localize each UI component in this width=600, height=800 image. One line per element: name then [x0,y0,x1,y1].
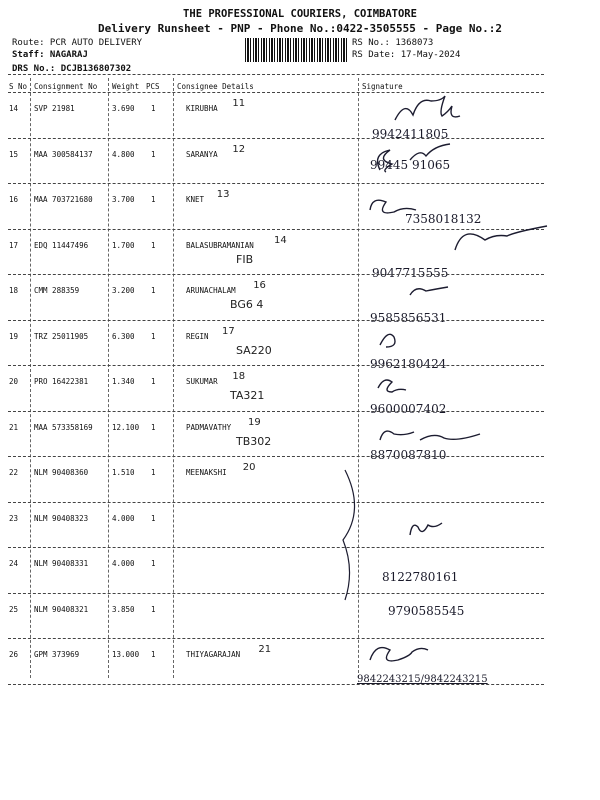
col-weight: Weight [112,82,140,91]
row-consignment-no: EDQ 11447496 [34,240,89,250]
row-signature-phone: 9585856531 [370,311,447,325]
row-handwritten-number: 18 [232,371,246,382]
row-weight: 6.300 [112,331,135,341]
row-sno: 25 [9,604,19,614]
row-handwritten-number: 14 [274,234,287,246]
row-signature-phone: 7358018132 [405,212,482,226]
row-consignment-no: NLM 90408323 [34,513,89,523]
row-handwritten-code: BG6 4 [230,298,264,311]
row-pcs: 1 [151,149,156,159]
row-signature-phone: 99445 91065 [370,158,451,172]
row-signature-phone: 9600007402 [370,402,447,416]
col-consignee: Consignee Details [177,82,254,91]
row-handwritten-number: 16 [253,280,266,291]
row-sno: 21 [9,422,19,432]
row-consignment-no: PRO 16422381 [34,377,89,386]
row-sno: 14 [9,104,19,113]
row-consignee: REGIN [186,331,209,341]
row-weight: 1.700 [112,240,135,250]
drs-number: DRS No.: DCJB136807302 [12,64,132,74]
row-signature-phone: 9047715555 [372,266,449,280]
rs-date: RS Date: 17-May-2024 [352,50,461,60]
row-sno: 16 [9,195,19,204]
row-sno: 19 [9,331,19,341]
row-handwritten-code: SA220 [236,343,272,357]
row-handwritten-number: 11 [232,98,246,109]
row-signature-phone: 9842243215/9842243215 [357,674,488,685]
row-handwritten-number: 13 [216,189,230,200]
row-consignment-no: TRZ 25011905 [34,331,89,341]
row-handwritten-code: TA321 [230,389,265,402]
row-weight: 4.000 [112,559,135,568]
row-consignment-no: NLM 90408360 [34,468,89,477]
row-pcs: 1 [151,331,156,341]
row-consignee: ARUNACHALAM [186,286,236,295]
row-consignment-no: GPM 373969 [34,650,80,659]
row-consignee: KNET [186,195,205,204]
row-consignee: PADMAVATHY [186,422,232,432]
row-consignee: MEENAKSHI [186,468,227,477]
row-signature-phone: 9942411805 [372,127,449,141]
row-sno: 18 [9,286,19,295]
row-signature-phone: 9962180424 [370,357,447,371]
row-weight: 3.850 [112,604,135,614]
row-weight: 12.100 [112,422,140,432]
row-pcs: 1 [151,650,156,659]
row-consignee: SARANYA [186,149,218,159]
row-handwritten-number: 20 [242,462,256,473]
row-weight: 13.000 [112,650,140,659]
row-pcs: 1 [151,240,156,250]
row-signature-phone: 9790585545 [388,604,465,618]
row-weight: 4.800 [112,149,135,159]
row-pcs: 1 [151,377,156,386]
col-sno: S No [9,82,28,91]
rs-number: RS No.: 1368073 [352,38,434,48]
row-consignee: SUKUMAR [186,377,218,386]
row-sno: 23 [9,513,19,523]
row-consignee: KIRUBHA [186,104,218,113]
row-weight: 3.200 [112,286,135,295]
row-sno: 22 [9,468,19,477]
row-consignee: THIYAGARAJAN [186,650,241,659]
col-pcs: PCS [146,82,160,91]
row-sno: 17 [9,240,19,250]
staff: Staff: NAGARAJ [12,50,88,60]
row-sno: 20 [9,377,19,386]
row-pcs: 1 [151,422,156,432]
row-consignment-no: NLM 90408321 [34,604,89,614]
row-consignee: BALASUBRAMANIAN [186,240,254,250]
row-pcs: 1 [151,604,156,614]
row-weight: 3.700 [112,195,135,204]
row-handwritten-code: FIB [236,252,254,266]
row-sno: 26 [9,650,19,659]
row-pcs: 1 [151,513,156,523]
row-consignment-no: MAA 573358169 [34,422,93,432]
row-handwritten-number: 17 [222,325,235,337]
row-weight: 3.690 [112,104,135,113]
row-weight: 4.000 [112,513,135,523]
row-handwritten-code: TB302 [236,434,272,448]
col-signature: Signature [362,82,403,91]
row-consignment-no: SVP 21981 [34,104,75,113]
row-pcs: 1 [151,559,156,568]
row-signature-phone: 8122780161 [382,570,459,584]
row-consignment-no: NLM 90408331 [34,559,89,568]
row-pcs: 1 [151,104,156,113]
row-pcs: 1 [151,195,156,204]
runsheet-subtitle: Delivery Runsheet - PNP - Phone No.:0422-3505555 - Page No.:2 [98,22,502,35]
route: Route: PCR AUTO DELIVERY [12,38,143,48]
col-consignment: Consignment No [34,82,98,91]
row-consignment-no: CMM 288359 [34,286,80,295]
row-signature-phone: 8870087810 [370,448,447,462]
row-handwritten-number: 12 [232,143,246,155]
row-handwritten-number: 21 [258,644,272,655]
row-sno: 24 [9,559,19,568]
company-name: THE PROFESSIONAL COURIERS, COIMBATORE [183,8,417,20]
row-weight: 1.510 [112,468,135,477]
row-consignment-no: MAA 300584137 [34,149,93,159]
row-consignment-no: MAA 703721680 [34,195,93,204]
row-handwritten-number: 19 [248,416,261,428]
row-weight: 1.340 [112,377,135,386]
row-pcs: 1 [151,286,156,295]
row-sno: 15 [9,149,19,159]
row-pcs: 1 [151,468,156,477]
